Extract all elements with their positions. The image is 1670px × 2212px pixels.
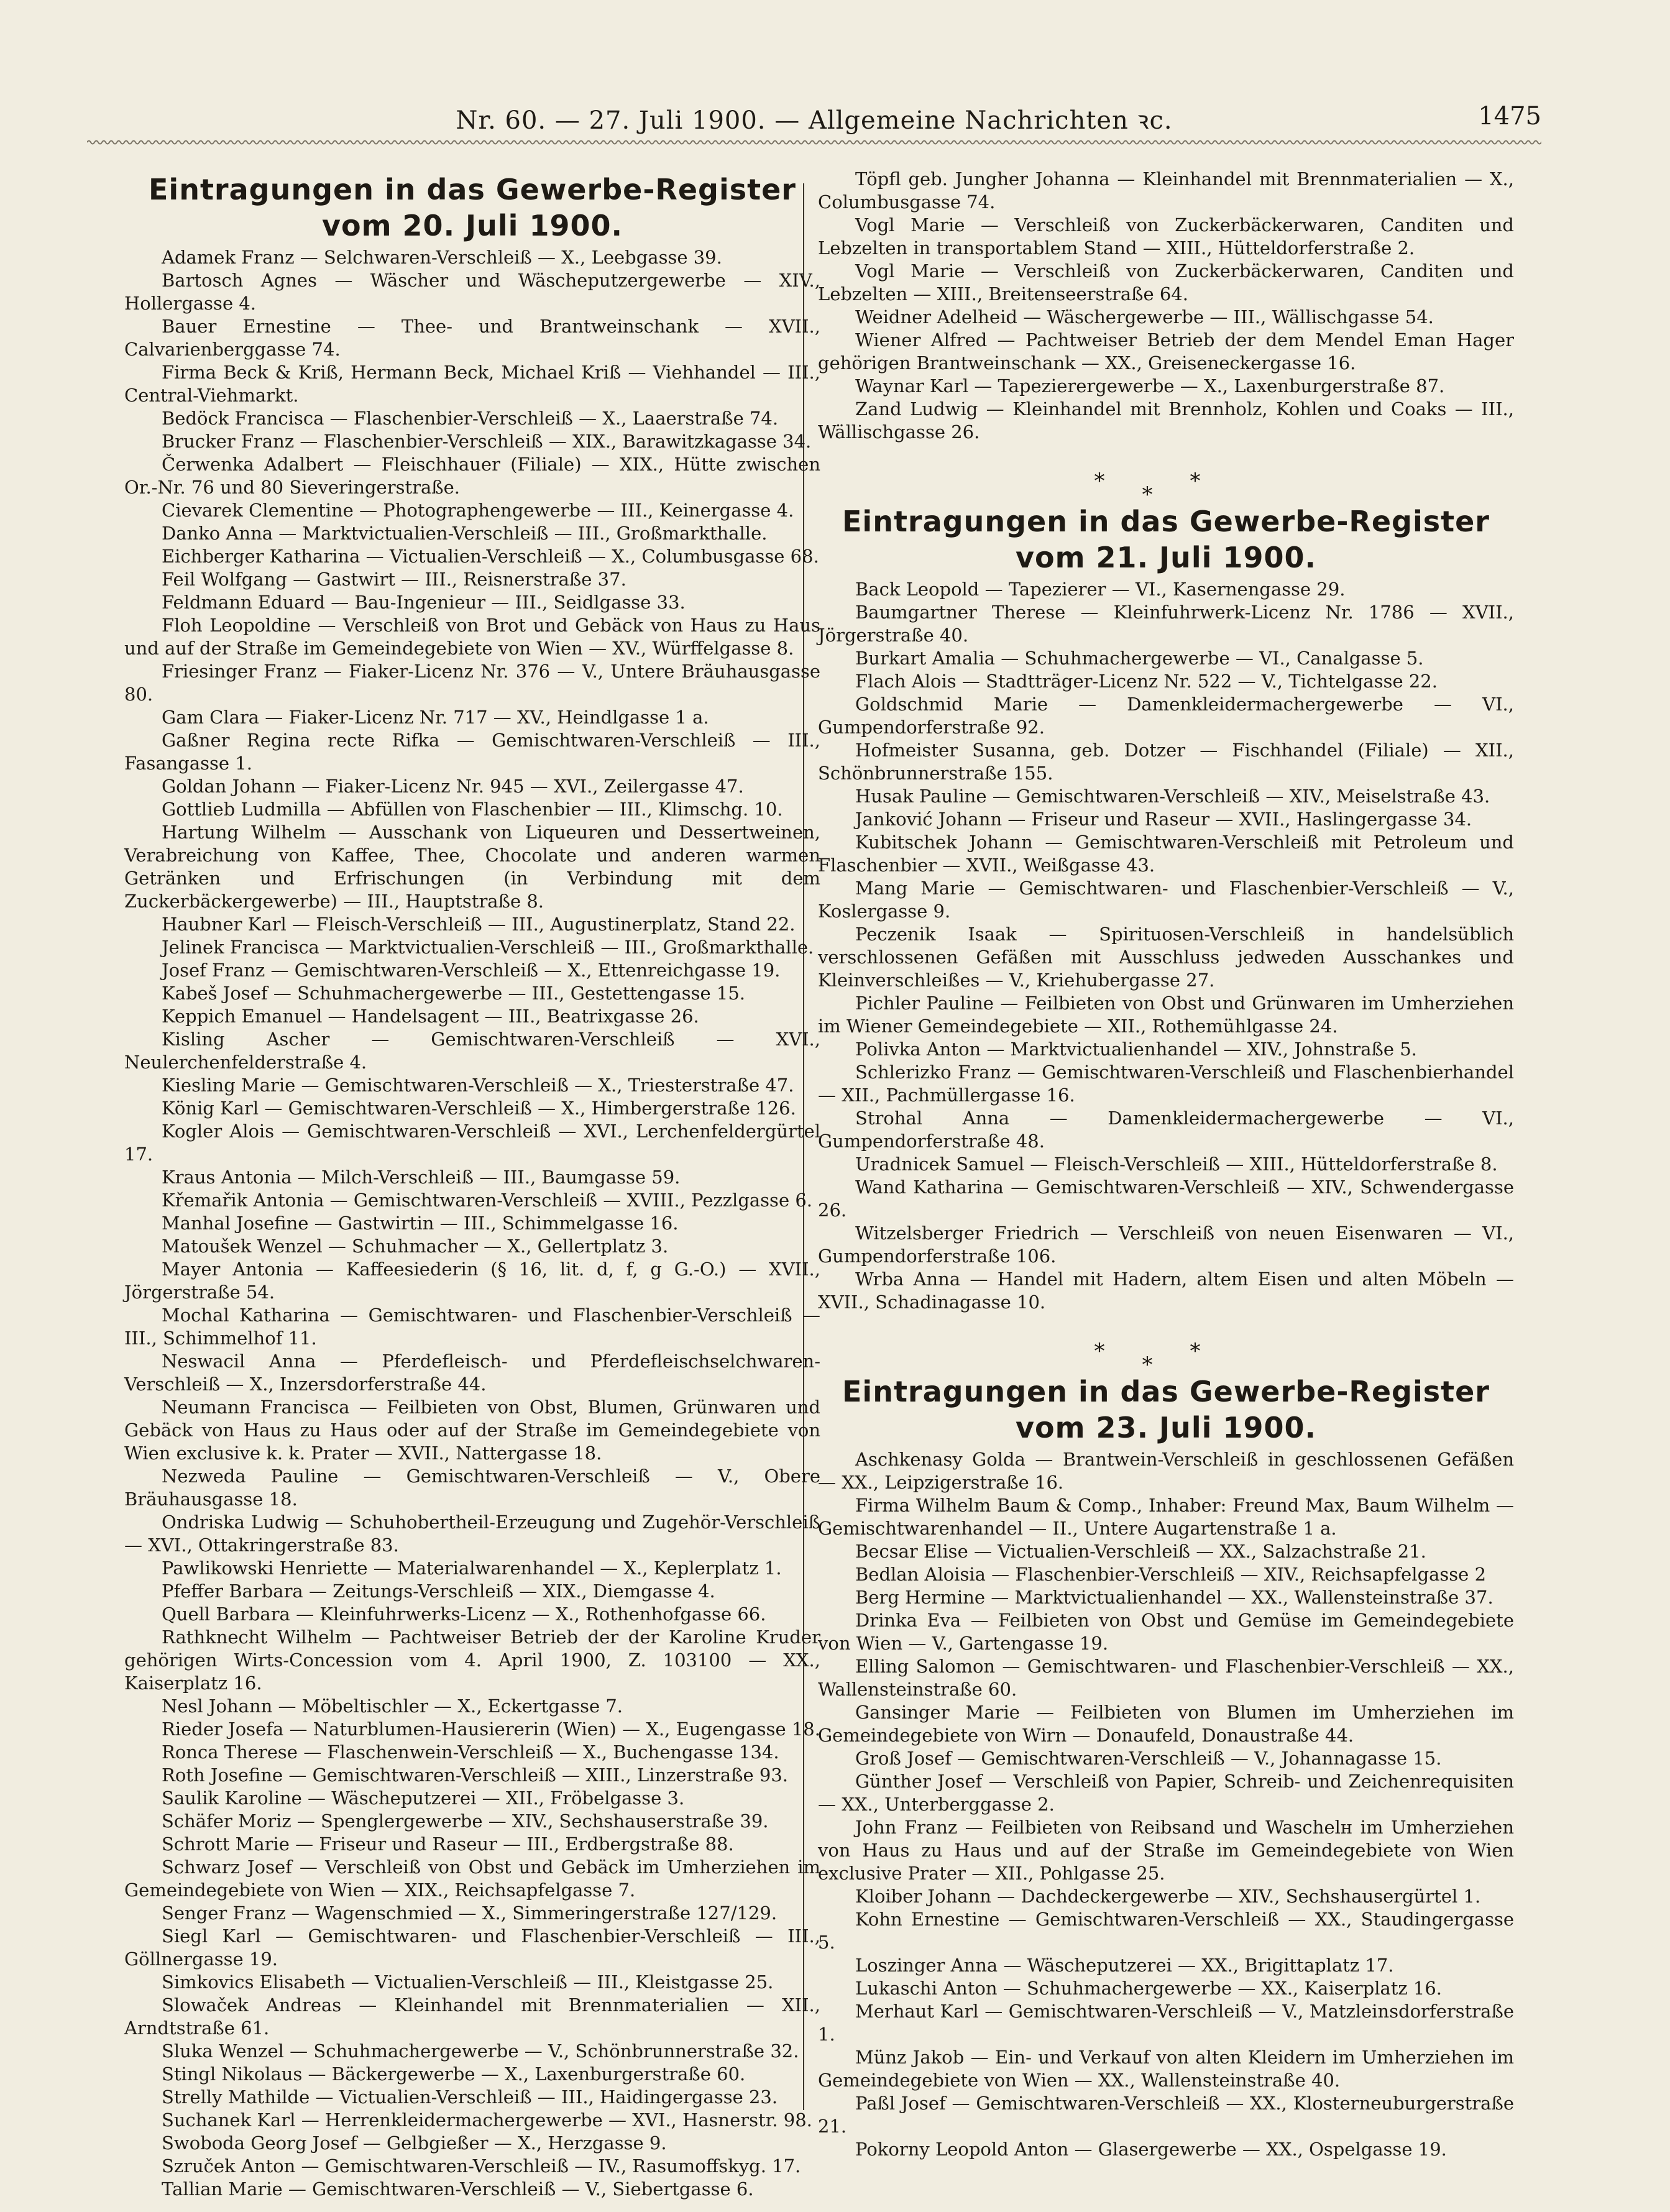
register-entry: Haubner Karl — Fleisch-Verschleiß — III., Augustinerplatz, Stand 22. [162,914,796,935]
register-entry: Janković Johann — Friseur und Raseur — XVII., Haslingergasse 34. [855,809,1472,830]
register-entry: Elling Salomon — Gemischtwaren- und Flaschenbier-Verschleiß — XX., Wallensteinstraße 60. [818,1656,1514,1700]
register-entry: Schlerizko Franz — Gemischtwaren-Verschleiß und Flaschenbierhandel — XII., Pachmüllergasse 16. [818,1062,1514,1106]
register-entry: Jelinek Francisca — Marktvictualien-Verschleiß — III., Großmarkthalle. [162,937,814,958]
register-entry: Kisling Ascher — Gemischtwaren-Verschleiß — XVI., Neulerchenfelderstraße 4. [124,1029,820,1073]
register-entry: Suchanek Karl — Herrenkleidermachergewerbe — XVI., Hasnerstr. 98. [162,2109,812,2131]
register-entry: Keppich Emanuel — Handelsagent — III., Beatrixgasse 26. [162,1006,699,1027]
register-entry: Neswacil Anna — Pferdefleisch- und Pferdefleischselchwaren-Verschleiß — X., Inzersdorferstraße 44. [124,1351,820,1395]
register-entry: Feldmann Eduard — Bau-Ingenieur — III., Seidlgasse 33. [162,592,686,613]
register-entry: Quell Barbara — Kleinfuhrwerks-Licenz — X., Rothenhofgasse 66. [162,1604,766,1625]
register-entry: Goldan Johann — Fiaker-Licenz Nr. 945 — XVI., Zeilergasse 47. [162,776,744,797]
register-entry: Josef Franz — Gemischtwaren-Verschleiß — X., Ettenreichgasse 19. [162,960,781,981]
section-separator [818,1339,1514,1377]
register-entry: Mayer Antonia — Kaffeesiederin (§ 16, lit. d, f, g G.-O.) — XVII., Jörgerstraße 54. [124,1259,820,1303]
left-column [124,168,820,2201]
register-entry: Schäfer Moriz — Spenglergewerbe — XIV., Sechshauserstraße 39. [162,1810,769,1832]
register-entry: Čerwenka Adalbert — Fleischhauer (Filiale) — XIX., Hütte zwischen Or.-Nr. 76 und 80 Sieveringerstraße. [124,454,820,498]
register-entry: Berg Hermine — Marktvictualienhandel — XX., Wallensteinstraße 37. [855,1587,1493,1608]
register-entry: Firma Beck & Kriß, Hermann Beck, Michael Kriß — Viehhandel — III., Central-Viehmarkt. [124,362,820,406]
register-entry: Aschkenasy Golda — Brantwein-Verschleiß in geschlossenen Gefäßen — XX., Leipzigerstraße 16. [818,1449,1514,1493]
register-entry: Lukaschi Anton — Schuhmachergewerbe — XX., Kaiserplatz 16. [855,1978,1443,1999]
register-entry: Münz Jakob — Ein- und Verkauf von alten Kleidern im Umherziehen im Gemeindegebiete von Wien — XX., Wallensteinstraße 40. [818,2047,1514,2091]
register-entry: Brucker Franz — Flaschenbier-Verschleiß — XIX., Barawitzkagasse 34. [162,431,812,452]
register-entry: Wiener Alfred — Pachtweiser Betrieb der dem Mendel Eman Hager gehörigen Brantweinschank — XX., Greiseneckergasse 16. [818,329,1514,374]
register-entry: Mochal Katharina — Gemischtwaren- und Flaschenbier-Verschleiß — III., Schimmelhof 11. [124,1305,820,1349]
register-entry: Křemařik Antonia — Gemischtwaren-Verschleiß — XVIII., Pezzlgasse 6. [162,1190,812,1211]
register-entry: Weidner Adelheid — Wäschergewerbe — III., Wällischgasse 54. [855,306,1434,328]
register-entry: Strohal Anna — Damenkleidermachergewerbe — VI., Gumpendorferstraße 48. [818,1108,1514,1152]
right-column [818,168,1514,2161]
register-entry: Paßl Josef — Gemischtwaren-Verschleiß — XX., Klosterneuburgerstraße 21. [818,2093,1514,2137]
register-entry: Husak Pauline — Gemischtwaren-Verschleiß — XIV., Meiselstraße 43. [855,786,1490,807]
register-entry: Back Leopold — Tapezierer — VI., Kasernengasse 29. [855,579,1346,600]
register-entry: Sluka Wenzel — Schuhmachergewerbe — V., Schönbrunnerstraße 32. [162,2040,799,2062]
register-entry: Peczenik Isaak — Spirituosen-Verschleiß in handelsüblich verschlossenen Gefäßen mit Ausschluss jedweden Ausschankes und Kleinverschleißes — V., Kriehubergasse 27. [818,924,1514,991]
register-entry: Merhaut Karl — Gemischtwaren-Verschleiß — V., Matzleinsdorferstraße 1. [818,2001,1514,2045]
register-entry: Töpfl geb. Jungher Johanna — Kleinhandel mit Brennmaterialien — X., Columbusgasse 74. [818,168,1514,213]
entry-list [124,246,820,2201]
register-entry: Bedöck Francisca — Flaschenbier-Verschleiß — X., Laaerstraße 74. [162,408,779,429]
register-entry: Rieder Josefa — Naturblumen-Hausiererin (Wien) — X., Eugengasse 18. [162,1719,820,1740]
register-entry: Friesinger Franz — Fiaker-Licenz Nr. 376 — V., Untere Bräuhausgasse 80. [124,661,820,705]
register-entry: Mang Marie — Gemischtwaren- und Flaschenbier-Verschleiß — V., Koslergasse 9. [818,878,1514,922]
register-entry: Stingl Nikolaus — Bäckergewerbe — X., Laxenburgerstraße 60. [162,2063,746,2085]
section-date: vom 23. Juli 1900. [1016,1411,1316,1444]
register-entry: Gansinger Marie — Feilbieten von Blumen im Umherziehen im Gemeindegebiete von Wirn — Donaufeld, Donaustraße 44. [818,1702,1514,1746]
separator-star: * [1190,469,1238,493]
register-entry: Simkovics Elisabeth — Victualien-Verschleiß — III., Kleistgasse 25. [162,1971,774,1993]
separator-star: * [1094,469,1142,493]
register-entry: Danko Anna — Marktvictualien-Verschleiß — III., Großmarkthalle. [162,523,768,544]
section-title: Eintragungen in das Gewerbe-Register [842,1375,1490,1408]
register-entry: Vogl Marie — Verschleiß von Zuckerbäckerwaren, Canditen und Lebzelten — XIII., Breitenseerstraße 64. [818,260,1514,305]
running-title: Nr. 60. — 27. Juli 1900. — Allgemeine Nachrichten ꝛc. [456,106,1173,135]
header-wavy-rule [87,138,1541,147]
register-entry: Matoušek Wenzel — Schuhmacher — X., Gellertplatz 3. [162,1236,669,1257]
register-entry: Neumann Francisca — Feilbieten von Obst, Blumen, Grünwaren und Gebäck von Haus zu Haus oder auf der Straße im Gemeindegebiete von Wien exclusive k. k. Prater — XVII., Nattergasse 18. [124,1397,820,1464]
register-entry: Pokorny Leopold Anton — Glasergewerbe — XX., Ospelgasse 19. [855,2139,1447,2160]
separator-star: * [1142,1352,1190,1377]
register-entry: Eichberger Katharina — Victualien-Verschleiß — X., Columbusgasse 68. [162,546,819,567]
register-entry: Roth Josefine — Gemischtwaren-Verschleiß — XIII., Linzerstraße 93. [162,1765,789,1786]
separator-star: * [1094,1339,1142,1364]
register-entry: Groß Josef — Gemischtwaren-Verschleiß — V., Johannagasse 15. [855,1748,1442,1769]
register-entry: Hartung Wilhelm — Ausschank von Liqueuren und Dessertweinen, Verabreichung von Kaffee, Thee, Chocolate und anderen warmen Getränken und Erfrischungen (in Verbindung mit dem Zuckerbäckergewerbe) — III., Hauptstraße 8. [124,822,820,912]
register-entry: Senger Franz — Wagenschmied — X., Simmeringerstraße 127/129. [162,1902,778,1924]
register-entry: Goldschmid Marie — Damenkleidermachergewerbe — VI., Gumpendorferstraße 92. [818,694,1514,738]
register-entry: Becsar Elise — Victualien-Verschleiß — XX., Salzachstraße 21. [855,1541,1426,1562]
section-date: vom 21. Juli 1900. [1016,541,1316,574]
register-entry: Kraus Antonia — Milch-Verschleiß — III., Baumgasse 59. [162,1167,681,1188]
register-entry: Zand Ludwig — Kleinhandel mit Brennholz, Kohlen und Coaks — III., Wällischgasse 26. [818,398,1514,443]
register-entry: Strelly Mathilde — Victualien-Verschleiß — III., Haidingergasse 23. [162,2086,778,2108]
register-entry: Bauer Ernestine — Thee- und Brantweinschank — XVII., Calvarienberggasse 74. [124,316,820,360]
section-title: Eintragungen in das Gewerbe-Register [149,173,796,206]
register-entry: Burkart Amalia — Schuhmachergewerbe — VI., Canalgasse 5. [855,648,1424,669]
register-entry: Gottlieb Ludmilla — Abfüllen von Flaschenbier — III., Klimschg. 10. [162,799,783,820]
register-entry: Uradnicek Samuel — Fleisch-Verschleiß — XIII., Hütteldorferstraße 8. [855,1154,1498,1175]
register-entry: Wrba Anna — Handel mit Hadern, altem Eisen und alten Möbeln — XVII., Schadinagasse 10. [818,1269,1514,1313]
register-entry: Kubitschek Johann — Gemischtwaren-Verschleiß mit Petroleum und Flaschenbier — XVII., Weißgasse 43. [818,832,1514,876]
register-entry: Pichler Pauline — Feilbieten von Obst und Grünwaren im Umherziehen im Wiener Gemeindegebiete — XII., Rothemühlgasse 24. [818,993,1514,1037]
register-entry: Drinka Eva — Feilbieten von Obst und Gemüse im Gemeindegebiete von Wien — V., Gartengasse 19. [818,1610,1514,1654]
register-entry: Siegl Karl — Gemischtwaren- und Flaschenbier-Verschleiß — III., Göllnergasse 19. [124,1925,820,1970]
register-entry: Feil Wolfgang — Gastwirt — III., Reisnerstraße 37. [162,569,626,590]
register-entry: Vogl Marie — Verschleiß von Zuckerbäckerwaren, Canditen und Lebzelten in transportablem Stand — XIII., Hütteldorferstraße 2. [818,214,1514,259]
register-entry: Waynar Karl — Tapezierergewerbe — X., Laxenburgerstraße 87. [855,375,1445,397]
register-entry: Kiesling Marie — Gemischtwaren-Verschleiß — X., Triesterstraße 47. [162,1075,794,1096]
register-entry: John Franz — Feilbieten von Reibsand und Waschelн im Umherziehen von Haus zu Haus und auf der Straße im Gemeindegebiete von Wien exclusive Prater — XII., Pohlgasse 25. [818,1817,1514,1884]
register-entry: Rathknecht Wilhelm — Pachtweiser Betrieb der der Karoline Kruder gehörigen Wirts-Concession vom 4. April 1900, Z. 103100 — XX., Kaiserplatz 16. [124,1627,820,1694]
register-entry: Nesl Johann — Möbeltischler — X., Eckertgasse 7. [162,1696,623,1717]
section-title: Eintragungen in das Gewerbe-Register [842,505,1490,538]
entry-list [818,1448,1514,2161]
register-entry: Schrott Marie — Friseur und Raseur — III., Erdbergstraße 88. [162,1833,734,1855]
register-entry: Tallian Marie — Gemischtwaren-Verschleiß — V., Siebertgasse 6. [162,2178,754,2200]
section-date: vom 20. Juli 1900. [322,209,623,242]
section-separator [818,469,1514,507]
register-entry: Cievarek Clementine — Photographengewerbe — III., Keinergasse 4. [162,500,794,521]
register-entry: Adamek Franz — Selchwaren-Verschleiß — X., Leebgasse 39. [162,247,722,268]
register-entry: Bedlan Aloisia — Flaschenbier-Verschleiß — XIV., Reichsapfelgasse 2 [855,1564,1487,1585]
register-entry: Flach Alois — Stadtträger-Licenz Nr. 522 — V., Tichtelgasse 22. [855,671,1438,692]
register-entry: Kogler Alois — Gemischtwaren-Verschleiß — XVI., Lerchenfeldergürtel 17. [124,1121,820,1165]
section-heading [818,1374,1514,1446]
register-entry: Ondriska Ludwig — Schuhobertheil-Erzeugung und Zugehör-Verschleiß — XVI., Ottakringerstraße 83. [124,1512,820,1556]
register-entry: König Karl — Gemischtwaren-Verschleiß — X., Himbergerstraße 126. [162,1098,796,1119]
register-entry: Günther Josef — Verschleiß von Papier, Schreib- und Zeichenrequisiten — XX., Unterberggasse 2. [818,1771,1514,1815]
register-entry: Kohn Ernestine — Gemischtwaren-Verschleiß — XX., Staudingergasse 5. [818,1909,1514,1953]
page-header [87,93,1541,137]
page-number: 1475 [1478,102,1541,131]
register-entry: Gaßner Regina recte Rifka — Gemischtwaren-Verschleiß — III., Fasangasse 1. [124,730,820,774]
register-entry: Saulik Karoline — Wäscheputzerei — XII., Fröbelgasse 3. [162,1787,685,1809]
register-entry: Slowaček Andreas — Kleinhandel mit Brennmaterialien — XII., Arndtstraße 61. [124,1994,820,2039]
section-heading [818,503,1514,576]
register-entry: Firma Wilhelm Baum & Comp., Inhaber: Freund Max, Baum Wilhelm — Gemischtwarenhandel — II., Untere Augartenstraße 1 a. [818,1495,1514,1539]
register-entry: Pawlikowski Henriette — Materialwarenhandel — X., Keplerplatz 1. [162,1558,782,1579]
separator-star: * [1142,482,1190,507]
register-entry: Pfeffer Barbara — Zeitungs-Verschleiß — XIX., Diemgasse 4. [162,1581,715,1602]
register-entry: Gam Clara — Fiaker-Licenz Nr. 717 — XV., Heindlgasse 1 a. [162,707,709,728]
register-entry: Baumgartner Therese — Kleinfuhrwerk-Licenz Nr. 1786 — XVII., Jörgerstraße 40. [818,602,1514,646]
section-heading [124,172,820,244]
entry-list-continued [818,168,1514,444]
register-entry: Kabeš Josef — Schuhmachergewerbe — III., Gestettengasse 15. [162,983,746,1004]
register-entry: Loszinger Anna — Wäscheputzerei — XX., Brigittaplatz 17. [855,1955,1394,1976]
register-entry: Kloiber Johann — Dachdeckergewerbe — XIV., Sechshausergürtel 1. [855,1886,1481,1907]
register-entry: Schwarz Josef — Verschleiß von Obst und Gebäck im Umherziehen im Gemeindegebiete von Wien — XIX., Reichsapfelgasse 7. [124,1856,820,1901]
register-entry: Manhal Josefine — Gastwirtin — III., Schimmelgasse 16. [162,1213,679,1234]
register-entry: Floh Leopoldine — Verschleiß von Brot und Gebäck von Haus zu Haus und auf der Straße im Gemeindegebiete von Wien — XV., Würffelgasse 8. [124,615,820,659]
register-entry: Wand Katharina — Gemischtwaren-Verschleiß — XIV., Schwendergasse 26. [818,1177,1514,1221]
register-entry: Swoboda Georg Josef — Gelbgießer — X., Herzgasse 9. [162,2132,667,2154]
register-entry: Szruček Anton — Gemischtwaren-Verschleiß — IV., Rasumoffskyg. 17. [162,2155,801,2177]
register-entry: Ronca Therese — Flaschenwein-Verschleiß — X., Buchengasse 134. [162,1742,779,1763]
register-entry: Polivka Anton — Marktvictualienhandel — XIV., Johnstraße 5. [855,1039,1417,1060]
entry-list [818,578,1514,1314]
register-entry: Hofmeister Susanna, geb. Dotzer — Fischhandel (Filiale) — XII., Schönbrunnerstraße 155. [818,740,1514,784]
register-entry: Bartosch Agnes — Wäscher und Wäscheputzergewerbe — XIV., Hollergasse 4. [124,270,820,314]
register-entry: Witzelsberger Friedrich — Verschleiß von neuen Eisenwaren — VI., Gumpendorferstraße 106. [818,1223,1514,1267]
register-entry: Nezweda Pauline — Gemischtwaren-Verschleiß — V., Obere Bräuhausgasse 18. [124,1466,820,1510]
separator-star: * [1190,1339,1238,1364]
